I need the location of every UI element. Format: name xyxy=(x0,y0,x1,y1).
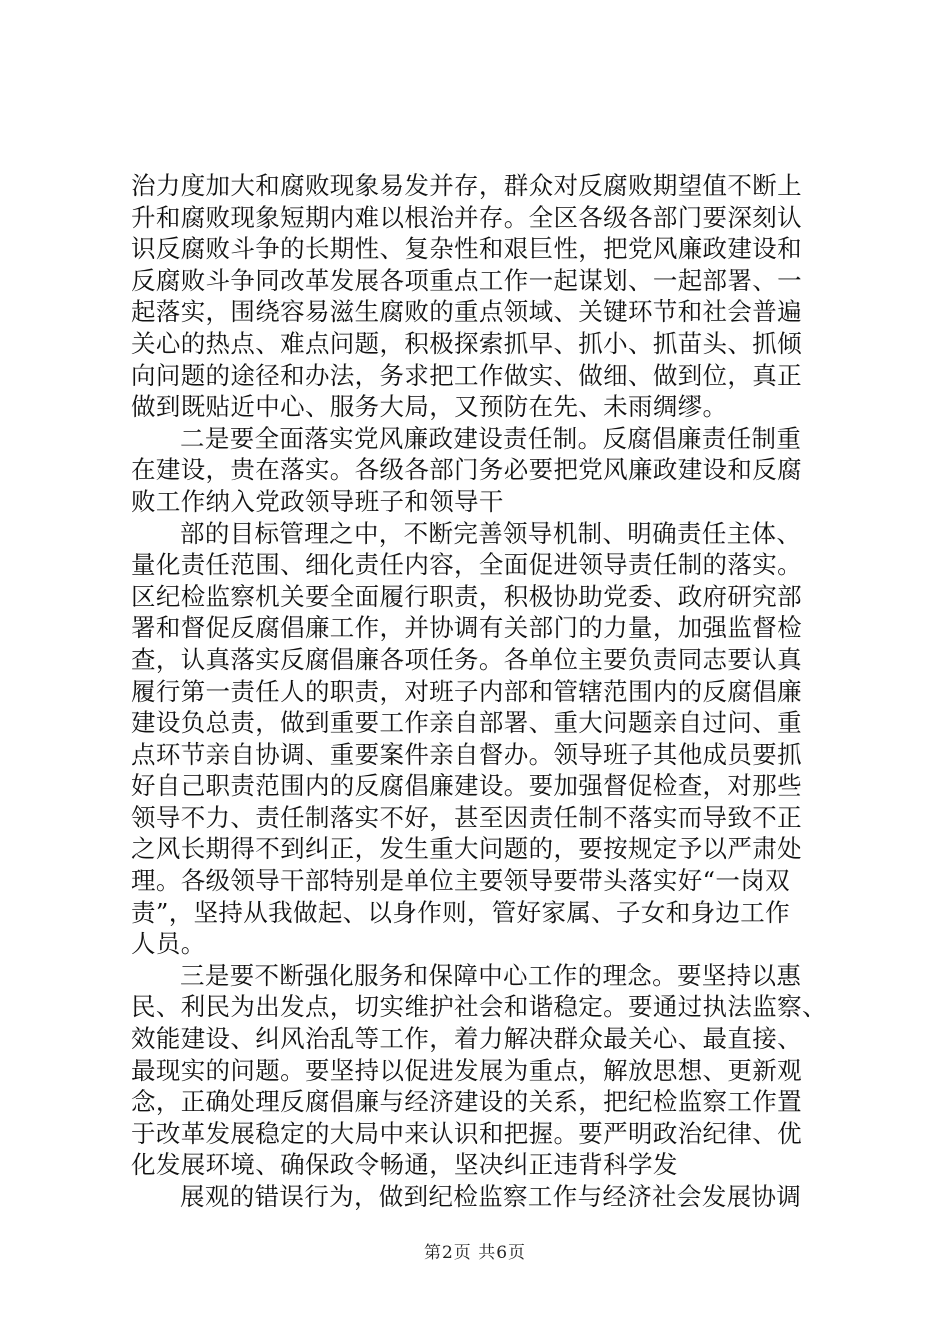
text-line: 念，正确处理反腐倡廉与经济建设的关系，把纪检监察工作置 xyxy=(131,1087,802,1117)
text-line: 履行第一责任人的职责，对班子内部和管辖范围内的反腐倡廉 xyxy=(131,676,802,706)
text-line: 效能建设、纠风治乱等工作，着力解决群众最关心、最直接、 xyxy=(131,1024,802,1054)
text-line: 治力度加大和腐败现象易发并存，群众对反腐败期望值不断上 xyxy=(131,171,802,200)
text-line: 最现实的问题。要坚持以促进发展为重点，解放思想、更新观 xyxy=(131,1055,802,1085)
text-line: 查，认真落实反腐倡廉各项任务。各单位主要负责同志要认真 xyxy=(131,644,802,674)
text-line: 理。各级领导干部特别是单位主要领导要带头落实好“一岗双 xyxy=(131,866,790,896)
text-line: 识反腐败斗争的长期性、复杂性和艰巨性，把党风廉政建设和 xyxy=(131,234,802,264)
text-line: 在建设，贵在落实。各级各部门务必要把党风廉政建设和反腐 xyxy=(131,455,802,485)
text-line: 升和腐败现象短期内难以根治并存。全区各级各部门要深刻认 xyxy=(131,202,802,232)
text-line: 二是要全面落实党风廉政建设责任制。反腐倡廉责任制重 xyxy=(180,423,802,453)
text-line: 领导不力、责任制落实不好，甚至因责任制不落实而导致不正 xyxy=(131,802,802,832)
text-line: 于改革发展稳定的大局中来认识和把握。要严明政治纪律、优 xyxy=(131,1118,802,1148)
text-line: 署和督促反腐倡廉工作，并协调有关部门的力量，加强监督检 xyxy=(131,613,802,643)
text-line: 部的目标管理之中，不断完善领导机制、明确责任主体、 xyxy=(180,518,802,548)
text-line: 责”，坚持从我做起、以身作则，管好家属、子女和身边工作 xyxy=(131,897,790,927)
text-line: 民、利民为出发点，切实维护社会和谐稳定。要通过执法监察、 xyxy=(131,992,827,1022)
text-line: 之风长期得不到纠正，发生重大问题的，要按规定予以严肃处 xyxy=(131,834,802,864)
page-number-footer: 第2页 共6页 xyxy=(423,1243,527,1263)
text-line: 展观的错误行为，做到纪检监察工作与经济社会发展协调 xyxy=(180,1182,802,1211)
text-line: 点环节亲自协调、重要案件亲自督办。领导班子其他成员要抓 xyxy=(131,739,802,769)
text-line: 败工作纳入党政领导班子和领导干 xyxy=(131,486,504,516)
text-line: 关心的热点、难点问题，积极探索抓早、抓小、抓苗头、抓倾 xyxy=(131,328,802,358)
text-line: 起落实，围绕容易滋生腐败的重点领域、关键环节和社会普遍 xyxy=(131,297,802,327)
text-line: 建设负总责，做到重要工作亲自部署、重大问题亲自过问、重 xyxy=(131,708,802,738)
text-line: 人员。 xyxy=(131,929,206,959)
text-line: 好自己职责范围内的反腐倡廉建设。要加强督促检查，对那些 xyxy=(131,771,802,801)
text-line: 区纪检监察机关要全面履行职责，积极协助党委、政府研究部 xyxy=(131,581,802,611)
text-line: 向问题的途径和办法，务求把工作做实、做细、做到位，真正 xyxy=(131,360,802,390)
text-line: 量化责任范围、细化责任内容，全面促进领导责任制的落实。 xyxy=(131,550,802,580)
document-body xyxy=(131,170,831,1213)
text-line: 三是要不断强化服务和保障中心工作的理念。要坚持以惠 xyxy=(180,960,802,990)
text-line: 反腐败斗争同改革发展各项重点工作一起谋划、一起部署、一 xyxy=(131,265,802,295)
text-line: 化发展环境、确保政令畅通，坚决纠正违背科学发 xyxy=(131,1150,678,1180)
text-line: 做到既贴近中心、服务大局，又预防在先、未雨绸缪。 xyxy=(131,392,728,422)
